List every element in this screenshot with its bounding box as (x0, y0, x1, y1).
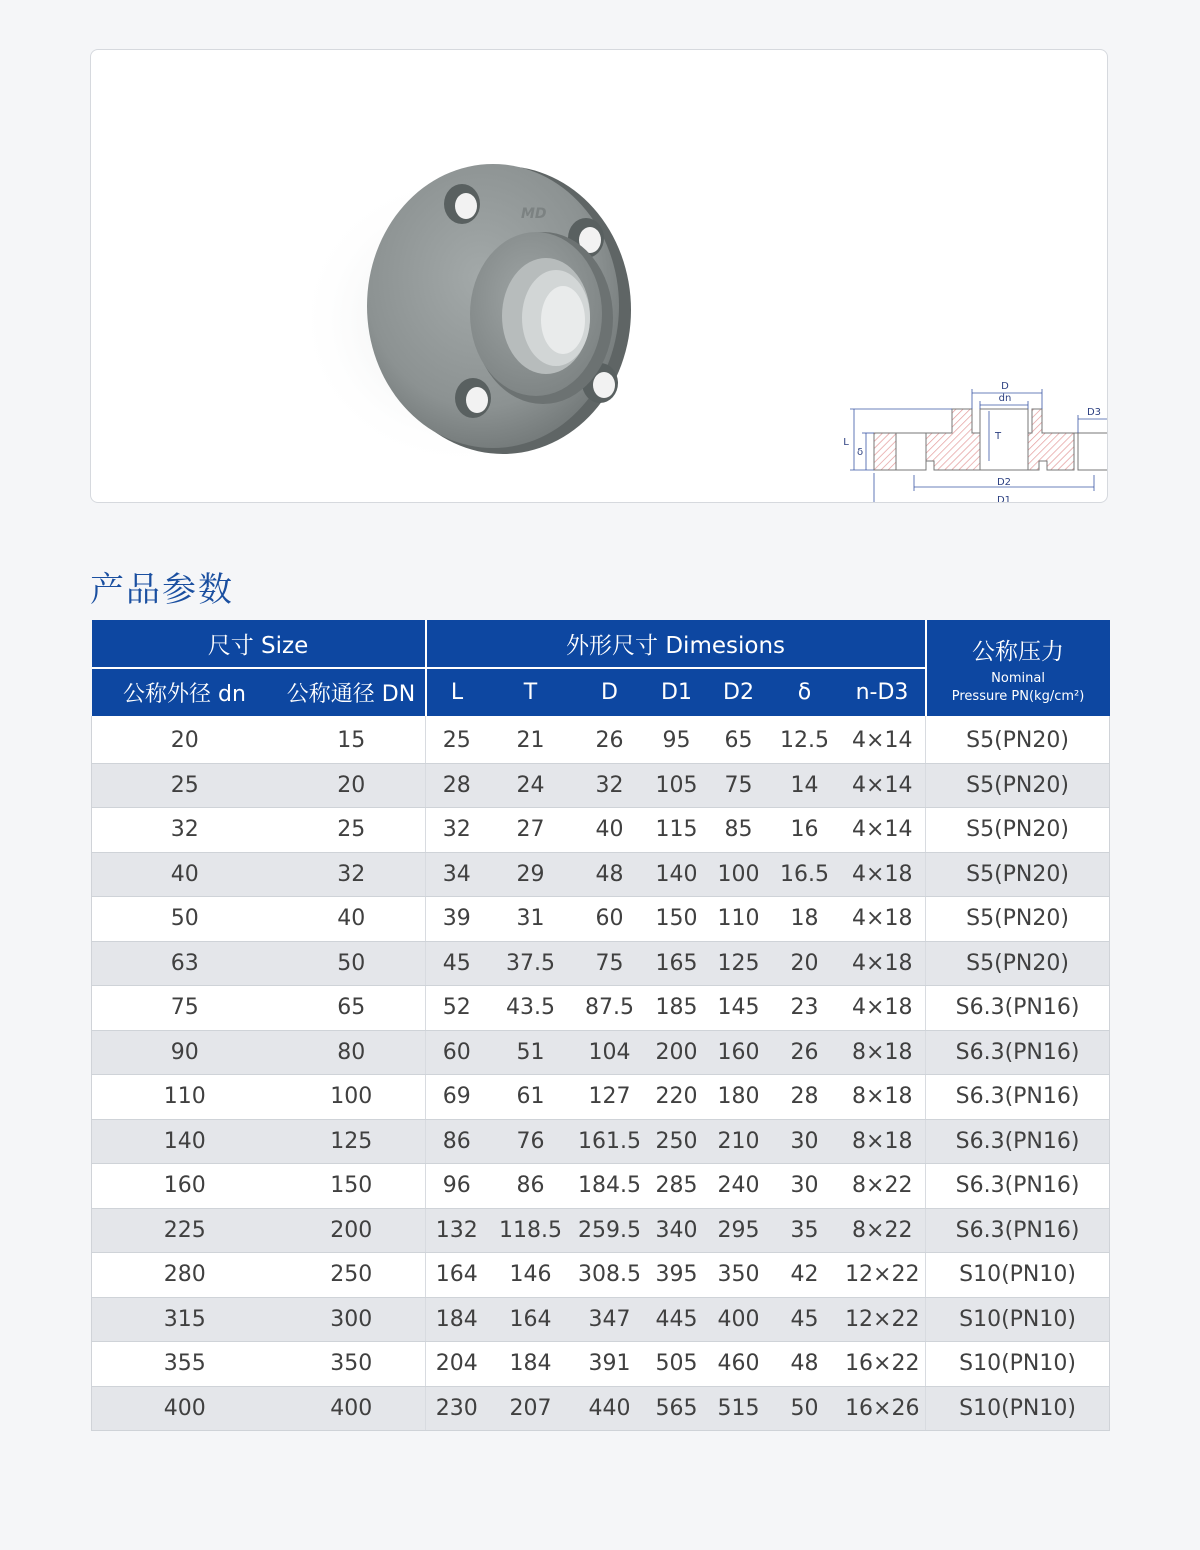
cell-L: 132 (426, 1208, 488, 1253)
cell-dn: 63 (92, 941, 278, 986)
cell-T: 51 (488, 1030, 574, 1075)
cell-L: 184 (426, 1297, 488, 1342)
cell-L: 69 (426, 1075, 488, 1120)
cell-nD3: 4×14 (840, 716, 926, 763)
cell-dn: 355 (92, 1342, 278, 1387)
cell-D1: 185 (646, 986, 708, 1031)
cell-D2: 85 (708, 808, 770, 853)
cell-D1: 285 (646, 1164, 708, 1209)
cell-nD3: 4×18 (840, 986, 926, 1031)
cell-pressure: S5(PN20) (926, 808, 1110, 853)
cell-D2: 240 (708, 1164, 770, 1209)
drawing-label-D2: D2 (996, 477, 1012, 488)
cell-nD3: 8×18 (840, 1119, 926, 1164)
header-pressure-sub1: Nominal (991, 671, 1045, 686)
cell-T: 86 (488, 1164, 574, 1209)
cell-D1: 445 (646, 1297, 708, 1342)
cell-delta: 16.5 (770, 852, 840, 897)
drawing-label-T: T (994, 431, 1002, 442)
drawing-label-delta: δ (856, 447, 864, 458)
cell-T: 29 (488, 852, 574, 897)
cell-pressure: S5(PN20) (926, 763, 1110, 808)
cell-dn: 110 (92, 1075, 278, 1120)
table-row (92, 941, 1110, 986)
cell-nD3: 12×22 (840, 1297, 926, 1342)
cell-D2: 125 (708, 941, 770, 986)
pvc-flange-photo (311, 150, 651, 470)
cell-dn: 25 (92, 763, 278, 808)
table-row (92, 763, 1110, 808)
cell-delta: 18 (770, 897, 840, 942)
cell-dn: 50 (92, 897, 278, 942)
brand-logo: MD (521, 206, 547, 222)
cell-T: 24 (488, 763, 574, 808)
drawing-label-D: D (1001, 381, 1009, 392)
cell-nD3: 4×18 (840, 897, 926, 942)
cell-DN: 150 (278, 1164, 426, 1209)
header-col-dn: 公称外径 dn (92, 668, 278, 716)
cell-D2: 75 (708, 763, 770, 808)
cell-dn: 90 (92, 1030, 278, 1075)
cell-pressure: S5(PN20) (926, 941, 1110, 986)
cell-L: 28 (426, 763, 488, 808)
cell-DN: 125 (278, 1119, 426, 1164)
cell-L: 164 (426, 1253, 488, 1298)
cell-delta: 30 (770, 1164, 840, 1209)
header-dimensions-group: 外形尺寸 Dimesions (426, 620, 926, 668)
product-parameter-table (91, 620, 1110, 1431)
cell-pressure: S6.3(PN16) (926, 986, 1110, 1031)
cell-DN: 25 (278, 808, 426, 853)
cell-dn: 32 (92, 808, 278, 853)
cell-delta: 35 (770, 1208, 840, 1253)
cell-L: 86 (426, 1119, 488, 1164)
header-col-DN: 公称通径 DN (278, 668, 426, 716)
table-row (92, 852, 1110, 897)
cell-dn: 280 (92, 1253, 278, 1298)
cell-nD3: 4×18 (840, 852, 926, 897)
cell-pressure: S5(PN20) (926, 716, 1110, 763)
cell-D: 75 (574, 941, 646, 986)
table-row (92, 1164, 1110, 1209)
cell-L: 60 (426, 1030, 488, 1075)
table-row (92, 1342, 1110, 1387)
cell-delta: 48 (770, 1342, 840, 1387)
table-row (92, 986, 1110, 1031)
cell-D2: 515 (708, 1386, 770, 1431)
cell-nD3: 8×22 (840, 1164, 926, 1209)
cell-nD3: 8×18 (840, 1030, 926, 1075)
cell-DN: 80 (278, 1030, 426, 1075)
cell-dn: 400 (92, 1386, 278, 1431)
cell-DN: 100 (278, 1075, 426, 1120)
cell-DN: 300 (278, 1297, 426, 1342)
cell-D: 40 (574, 808, 646, 853)
cell-delta: 26 (770, 1030, 840, 1075)
cell-D1: 140 (646, 852, 708, 897)
cell-D: 308.5 (574, 1253, 646, 1298)
header-col-L: L (426, 668, 488, 716)
cell-D2: 65 (708, 716, 770, 763)
cell-nD3: 16×22 (840, 1342, 926, 1387)
cell-pressure: S10(PN10) (926, 1386, 1110, 1431)
cell-D2: 295 (708, 1208, 770, 1253)
cell-D1: 165 (646, 941, 708, 986)
table-row (92, 1297, 1110, 1342)
cell-nD3: 16×26 (840, 1386, 926, 1431)
cell-D: 127 (574, 1075, 646, 1120)
cell-DN: 50 (278, 941, 426, 986)
cell-D: 161.5 (574, 1119, 646, 1164)
cell-nD3: 8×18 (840, 1075, 926, 1120)
cell-dn: 315 (92, 1297, 278, 1342)
cell-DN: 15 (278, 716, 426, 763)
cell-D1: 115 (646, 808, 708, 853)
cell-D: 184.5 (574, 1164, 646, 1209)
cell-DN: 400 (278, 1386, 426, 1431)
cell-DN: 32 (278, 852, 426, 897)
cell-D2: 210 (708, 1119, 770, 1164)
table-row (92, 1386, 1110, 1431)
cell-D1: 150 (646, 897, 708, 942)
cell-pressure: S10(PN10) (926, 1253, 1110, 1298)
cell-D: 391 (574, 1342, 646, 1387)
cell-dn: 225 (92, 1208, 278, 1253)
cell-T: 76 (488, 1119, 574, 1164)
cell-delta: 14 (770, 763, 840, 808)
header-col-D1: D1 (646, 668, 708, 716)
cell-dn: 160 (92, 1164, 278, 1209)
drawing-label-D1: D1 (996, 495, 1012, 506)
cell-delta: 30 (770, 1119, 840, 1164)
cell-L: 230 (426, 1386, 488, 1431)
cell-D: 60 (574, 897, 646, 942)
cell-D1: 565 (646, 1386, 708, 1431)
cell-D: 259.5 (574, 1208, 646, 1253)
cell-D1: 95 (646, 716, 708, 763)
cell-L: 39 (426, 897, 488, 942)
header-nominal-pressure (926, 620, 1110, 716)
cell-pressure: S5(PN20) (926, 852, 1110, 897)
cell-D2: 100 (708, 852, 770, 897)
cell-DN: 65 (278, 986, 426, 1031)
cell-L: 204 (426, 1342, 488, 1387)
table-row (92, 1075, 1110, 1120)
table-row (92, 808, 1110, 853)
cell-T: 27 (488, 808, 574, 853)
drawing-label-D3: D3 (1086, 407, 1102, 418)
cell-L: 45 (426, 941, 488, 986)
cell-D2: 180 (708, 1075, 770, 1120)
cell-delta: 42 (770, 1253, 840, 1298)
cell-D1: 220 (646, 1075, 708, 1120)
cell-D: 347 (574, 1297, 646, 1342)
cell-D2: 400 (708, 1297, 770, 1342)
section-title: 产品参数 (90, 570, 234, 610)
cell-T: 146 (488, 1253, 574, 1298)
cell-T: 31 (488, 897, 574, 942)
cell-T: 118.5 (488, 1208, 574, 1253)
drawing-label-dn: dn (998, 393, 1012, 404)
cell-D1: 505 (646, 1342, 708, 1387)
product-card (90, 49, 1108, 506)
cell-L: 52 (426, 986, 488, 1031)
cell-pressure: S6.3(PN16) (926, 1208, 1110, 1253)
cell-delta: 28 (770, 1075, 840, 1120)
cell-D: 32 (574, 763, 646, 808)
header-col-delta: δ (770, 668, 840, 716)
cell-D: 87.5 (574, 986, 646, 1031)
cell-DN: 20 (278, 763, 426, 808)
cell-dn: 140 (92, 1119, 278, 1164)
cell-D1: 105 (646, 763, 708, 808)
cell-DN: 40 (278, 897, 426, 942)
cell-DN: 200 (278, 1208, 426, 1253)
header-col-D2: D2 (708, 668, 770, 716)
cell-T: 37.5 (488, 941, 574, 986)
cell-nD3: 12×22 (840, 1253, 926, 1298)
cell-pressure: S6.3(PN16) (926, 1164, 1110, 1209)
cell-D1: 200 (646, 1030, 708, 1075)
header-col-T: T (488, 668, 574, 716)
table-row (92, 1253, 1110, 1298)
table-row (92, 1119, 1110, 1164)
cell-delta: 20 (770, 941, 840, 986)
cell-D1: 340 (646, 1208, 708, 1253)
cell-D: 48 (574, 852, 646, 897)
header-col-D: D (574, 668, 646, 716)
cell-T: 164 (488, 1297, 574, 1342)
cell-T: 184 (488, 1342, 574, 1387)
cell-L: 25 (426, 716, 488, 763)
cell-delta: 12.5 (770, 716, 840, 763)
cell-nD3: 4×18 (840, 941, 926, 986)
cell-D1: 250 (646, 1119, 708, 1164)
cell-dn: 75 (92, 986, 278, 1031)
table-body (92, 716, 1110, 1431)
cell-D2: 350 (708, 1253, 770, 1298)
header-col-nD3: n-D3 (840, 668, 926, 716)
header-size-group: 尺寸 Size (92, 620, 426, 668)
cell-dn: 20 (92, 716, 278, 763)
drawing-label-L: L (843, 437, 849, 448)
cell-nD3: 4×14 (840, 763, 926, 808)
cell-D2: 460 (708, 1342, 770, 1387)
cell-T: 21 (488, 716, 574, 763)
table-row (92, 1208, 1110, 1253)
cell-D2: 110 (708, 897, 770, 942)
table-row (92, 716, 1110, 763)
cell-D: 104 (574, 1030, 646, 1075)
cell-delta: 23 (770, 986, 840, 1031)
cell-pressure: S6.3(PN16) (926, 1030, 1110, 1075)
cell-pressure: S6.3(PN16) (926, 1075, 1110, 1120)
cell-nD3: 8×22 (840, 1208, 926, 1253)
cell-dn: 40 (92, 852, 278, 897)
header-pressure-main: 公称压力 (972, 639, 1065, 665)
cell-T: 207 (488, 1386, 574, 1431)
cell-T: 43.5 (488, 986, 574, 1031)
cell-D1: 395 (646, 1253, 708, 1298)
cell-L: 34 (426, 852, 488, 897)
cell-D: 26 (574, 716, 646, 763)
cell-delta: 16 (770, 808, 840, 853)
cell-DN: 250 (278, 1253, 426, 1298)
cell-delta: 50 (770, 1386, 840, 1431)
table-row (92, 897, 1110, 942)
cell-L: 96 (426, 1164, 488, 1209)
cell-pressure: S10(PN10) (926, 1297, 1110, 1342)
cell-DN: 350 (278, 1342, 426, 1387)
cell-D: 440 (574, 1386, 646, 1431)
cell-L: 32 (426, 808, 488, 853)
cell-nD3: 4×14 (840, 808, 926, 853)
cell-delta: 45 (770, 1297, 840, 1342)
flange-cross-section-drawing (834, 375, 1108, 506)
cell-pressure: S6.3(PN16) (926, 1119, 1110, 1164)
cell-D2: 160 (708, 1030, 770, 1075)
cell-pressure: S10(PN10) (926, 1342, 1110, 1387)
cell-pressure: S5(PN20) (926, 897, 1110, 942)
header-pressure-sub2: Pressure PN(kg/cm²) (951, 689, 1085, 704)
table-row (92, 1030, 1110, 1075)
cell-D2: 145 (708, 986, 770, 1031)
cell-T: 61 (488, 1075, 574, 1120)
